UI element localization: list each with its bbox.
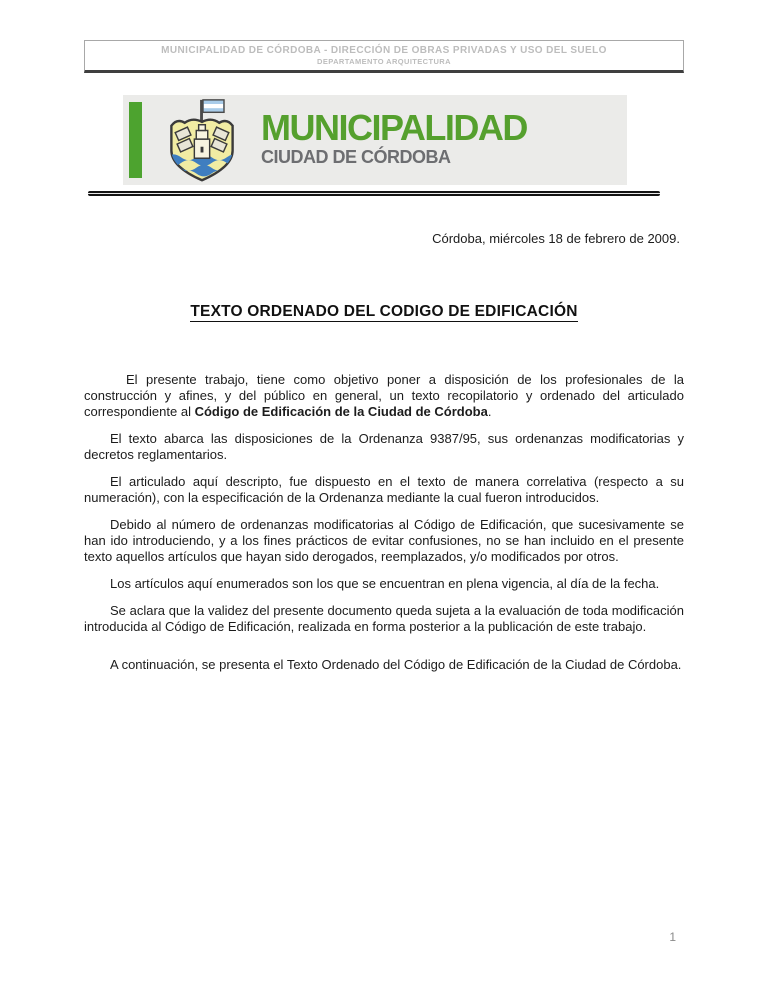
paragraph-1-bold-text: Código de Edificación de la Ciudad de Córdoba [194, 404, 488, 419]
document-body [84, 372, 684, 684]
logo-green-bar [129, 102, 142, 178]
divider-rule [88, 191, 660, 196]
title-row [84, 303, 684, 321]
document-title: TEXTO ORDENADO DEL CODIGO DE EDIFICACIÓN [190, 303, 578, 320]
paragraph-1 [84, 372, 684, 420]
paragraph-6: Se aclara que la validez del presente documento queda sujeta a la evaluación de toda modificación introducida al Código de Edificación, realizada en forma posterior a la publicación de este trabajo. [84, 603, 684, 634]
paragraph-2: El texto abarca las disposiciones de la Ordenanza 9387/95, sus ordenanzas modificatorias y decretos reglamentarios. [84, 431, 684, 462]
paragraph-4: Debido al número de ordenanzas modificatorias al Código de Edificación, que sucesivamente se han ido introduciendo, y a los fines prácticos de evitar confusiones, no se han incluido en el presente texto aquellos artículos que hayan sido derogados, reemplazados, y/o modificados por otros. [84, 517, 684, 564]
header-banner [84, 40, 684, 73]
logo-wordmark-block [261, 109, 527, 167]
page-number: 1 [669, 930, 676, 944]
logo-subtitle: CIUDAD DE CÓRDOBA [261, 147, 451, 167]
cordoba-coat-of-arms-icon [156, 97, 248, 185]
header-line2: DEPARTAMENTO ARQUITECTURA [317, 57, 451, 66]
paragraph-7: A continuación, se presenta el Texto Ordenado del Código de Edificación de la Ciudad de Córdoba. [110, 657, 682, 672]
municipality-logo [123, 95, 627, 185]
paragraph-1-text: El presente trabajo, tiene como objetivo poner a disposición de los profesionales de la construcción y afines, y del público en general, un texto recopilatorio y ordenado del articulado correspondiente al [84, 372, 684, 419]
logo-wordmark: MUNICIPALIDAD [261, 107, 527, 148]
date-line: Córdoba, miércoles 18 de febrero de 2009. [432, 231, 680, 246]
header-line1: MUNICIPALIDAD DE CÓRDOBA - DIRECCIÓN DE OBRAS PRIVADAS Y USO DEL SUELO [161, 45, 607, 56]
paragraph-1-period: . [487, 404, 492, 419]
paragraph-5: Los artículos aquí enumerados son los que se encuentran en plena vigencia, al día de la fecha. [110, 576, 660, 591]
paragraph-3: El articulado aquí descripto, fue dispuesto en el texto de manera correlativa (respecto a su numeración), con la especificación de la Ordenanza mediante la cual fueron introducidos. [84, 474, 684, 505]
